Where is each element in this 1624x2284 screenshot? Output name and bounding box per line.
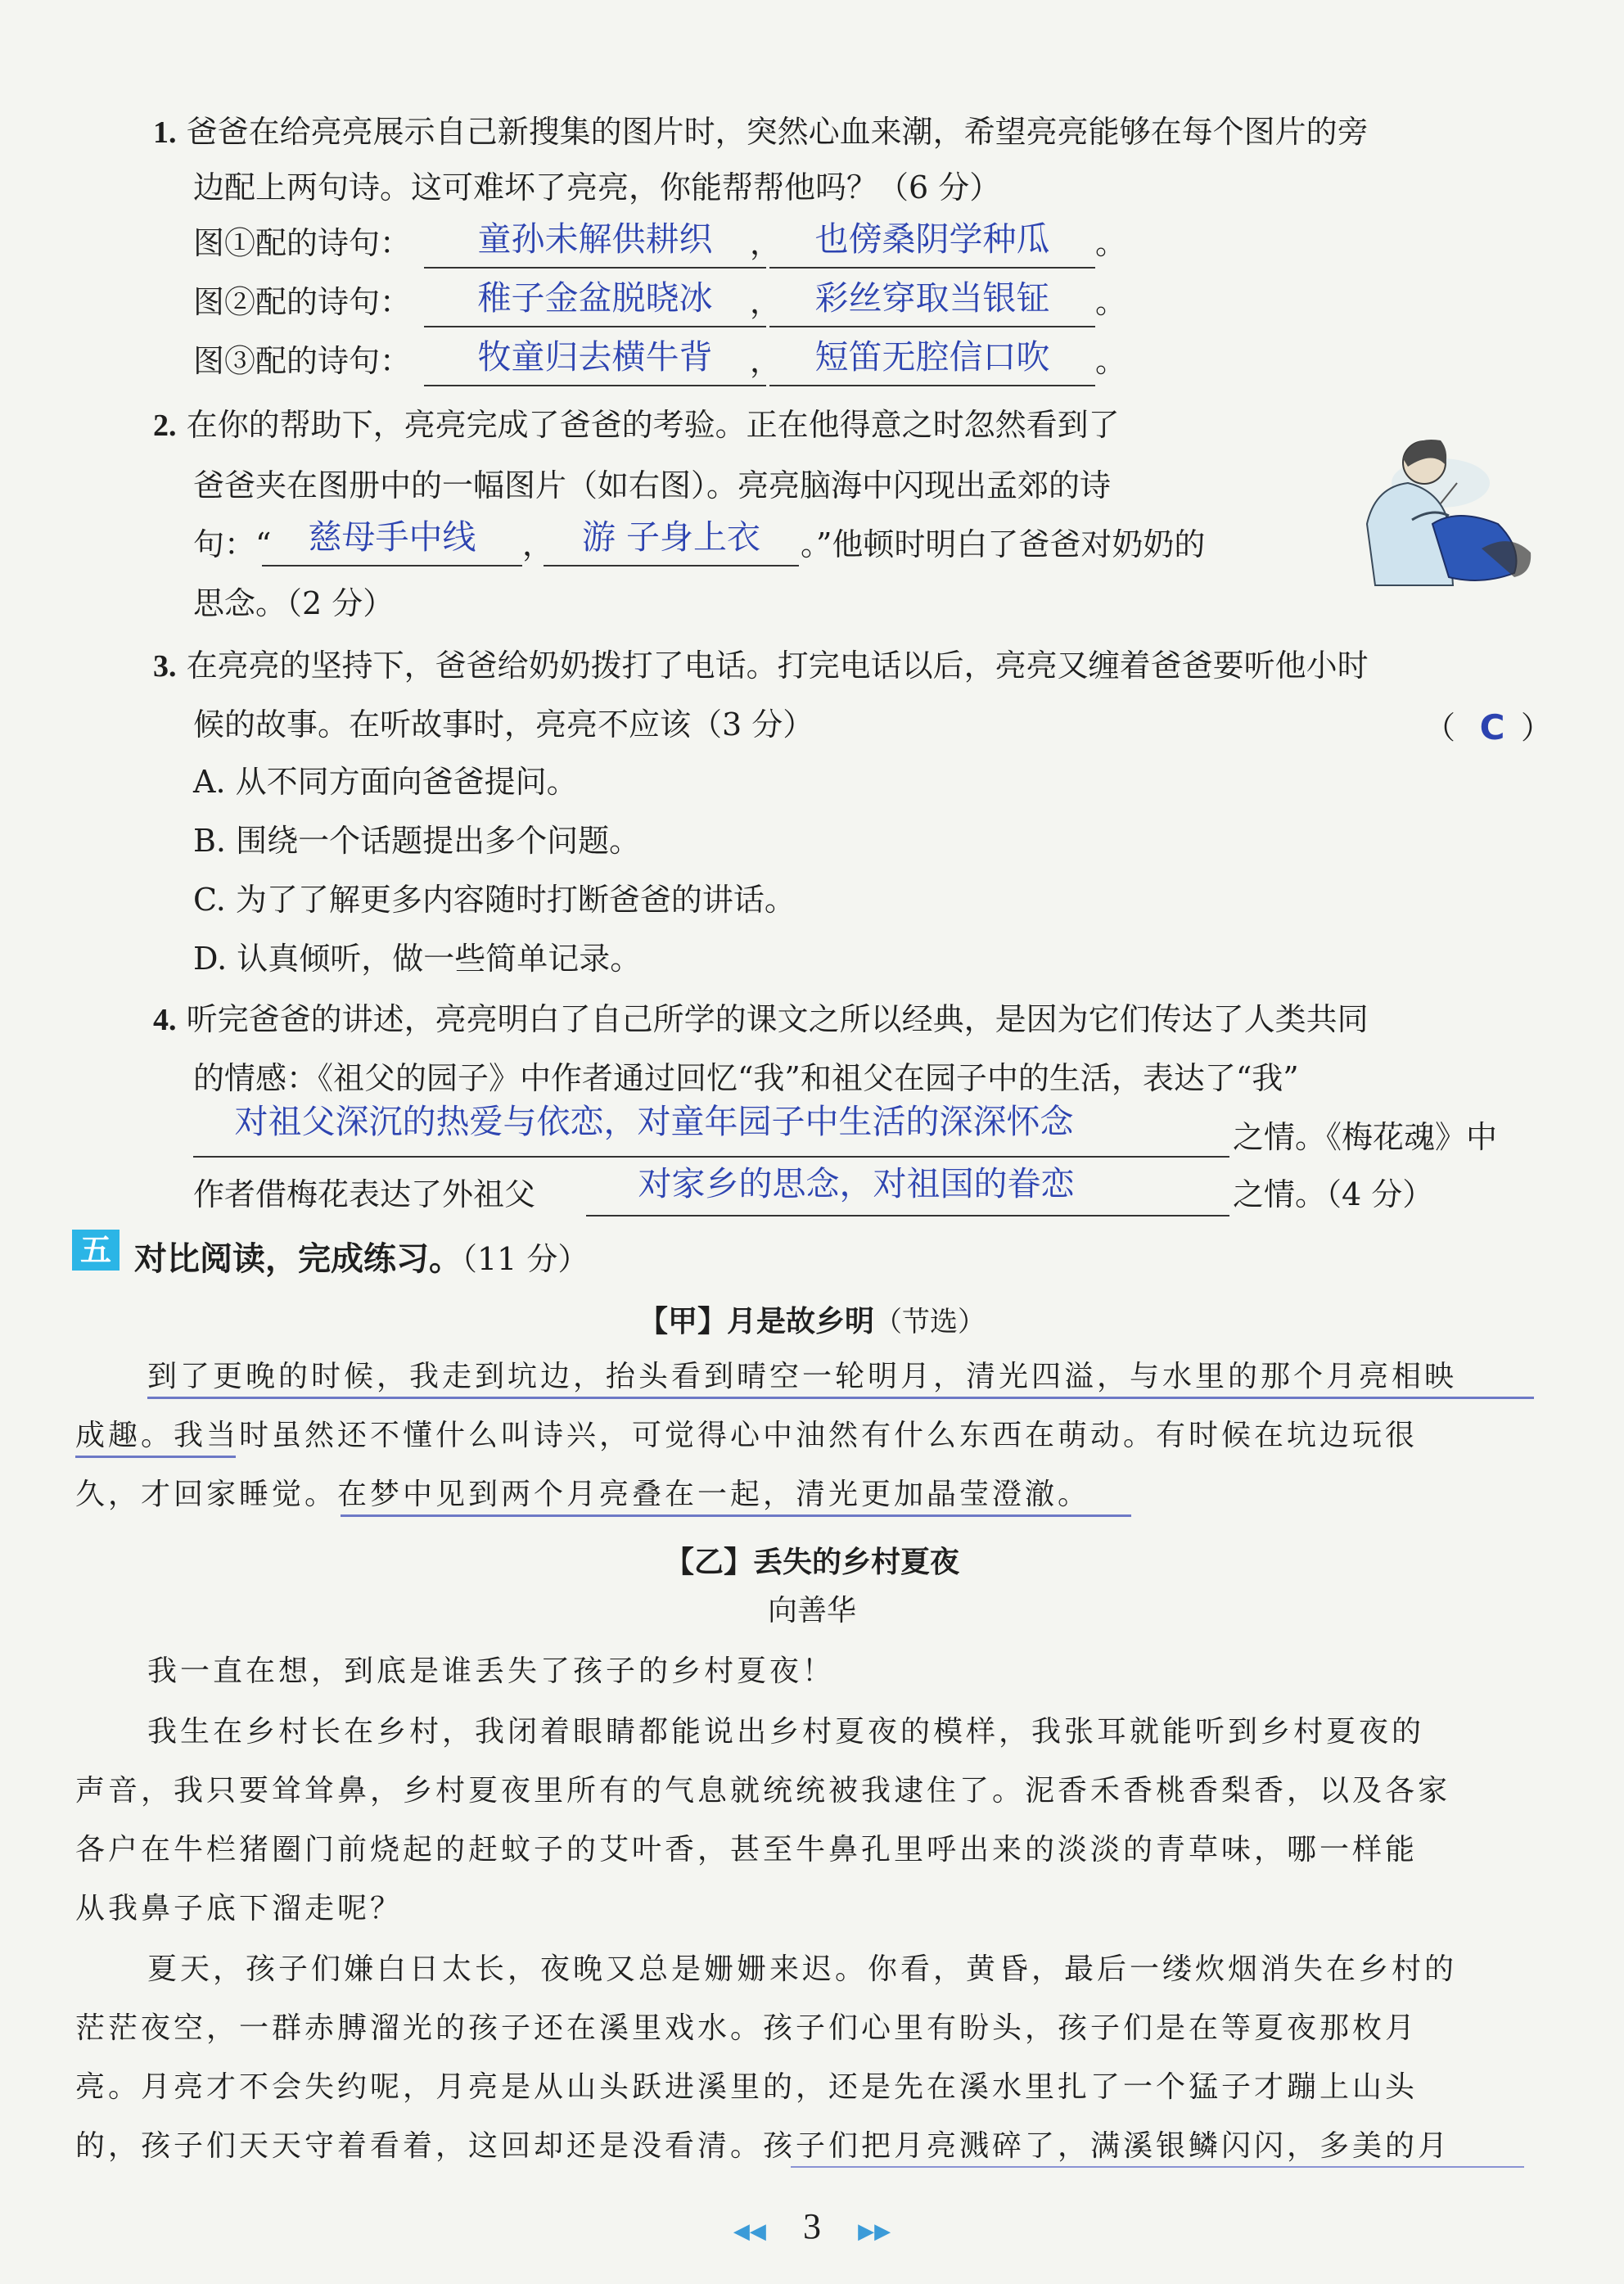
jia-underline2 — [75, 1456, 236, 1458]
q2-blank-b — [544, 565, 799, 566]
section-title: 对比阅读，完成练习。 — [134, 1240, 462, 1278]
q3-paren-left: （ — [1424, 710, 1456, 746]
yi-para-line1: 我一直在想，到底是谁丢失了孩子的乡村夏夜！ — [147, 1654, 836, 1688]
page-number: 3 — [803, 2206, 821, 2246]
page-footer — [0, 2205, 1624, 2247]
q3-number: 3. — [153, 649, 177, 684]
yi-para-line5: 从我鼻子底下溜走呢？ — [75, 1892, 404, 1925]
q4-line4-head: 作者借梅花表达了外祖父 — [193, 1176, 536, 1212]
q2-text1: 在你的帮助下，亮亮完成了爸爸的考验。正在他得意之时忽然看到了 — [186, 407, 1120, 443]
section-badge: 五 — [72, 1230, 120, 1271]
q4-line1 — [153, 1001, 1369, 1037]
q1-number: 1. — [153, 115, 177, 150]
q4-text1: 听完爸爸的讲述，亮亮明白了自己所学的课文之所以经典，是因为它们传达了人类共同 — [186, 1001, 1369, 1037]
q3-option-b: B. 围绕一个话题提出多个问题。 — [193, 823, 641, 859]
q2-answer-a: 慈母手中线 — [308, 517, 476, 557]
q1-line2: 边配上两句诗。这可难坏了亮亮，你能帮帮他吗？（6 分） — [193, 169, 1001, 205]
q3-line1 — [153, 650, 1369, 682]
q2-answer-b: 游 子身上衣 — [581, 517, 761, 557]
q4-blank-b — [586, 1215, 1229, 1216]
section-score: （11 分） — [462, 1241, 589, 1277]
yi-para-line9: 的，孩子们天天守着看着，这回却还是没看清。孩子们把月亮溅碎了，满溪银鳞闪闪，多美的月 — [75, 2129, 1451, 2163]
q3-line2: 候的故事。在听故事时，亮亮不应该（3 分） — [193, 706, 814, 743]
jia-title-row — [0, 1298, 1624, 1340]
q2-number: 2. — [153, 409, 177, 443]
yi-para-line6: 夏天，孩子们嫌白日太长，夜晚又总是姗姗来迟。你看，黄昏，最后一缕炊烟消失在乡村的 — [147, 1952, 1458, 1986]
q3-option-c: C. 为了了解更多内容随时打断爸爸的讲话。 — [193, 882, 796, 918]
q1-row2-blank-b — [769, 326, 1095, 327]
yi-para-line8: 亮。月亮才不会失约呢，月亮是从山头跃进溪里的，还是先在溪水里扎了一个猛子才蹦上山头 — [75, 2070, 1419, 2104]
next-arrows-icon: ▶▶ — [858, 2219, 891, 2244]
q3-text1: 在亮亮的坚持下，爸爸给奶奶拨打了电话。打完电话以后，亮亮又缠着爸爸要听他小时 — [186, 648, 1369, 684]
period: 。 — [1095, 284, 1127, 320]
q1-row1-answer-a: 童孙未解供耕织 — [477, 219, 713, 259]
q3-paren-right: ） — [1521, 710, 1553, 746]
q3-option-a: A. 从不同方面向爸爸提问。 — [193, 764, 578, 800]
q1-row2-answer-b: 彩丝穿取当银钲 — [814, 278, 1050, 318]
q2-line1 — [153, 409, 1120, 441]
q1-row2-answer-a: 稚子金盆脱晓冰 — [477, 278, 713, 318]
q2-line4: 思念。（2 分） — [193, 585, 395, 621]
q1-row1-blank-b — [769, 267, 1095, 269]
q2-line3c: 。”他顿时明白了爸爸对奶奶的 — [801, 526, 1206, 562]
q4-number: 4. — [153, 1003, 177, 1037]
q1-row1-blank-a — [424, 267, 766, 269]
q4-line4-tail: 之情。（4 分） — [1233, 1176, 1434, 1212]
section-title-row — [134, 1233, 589, 1280]
yi-author: 向善华 — [767, 1594, 856, 1627]
yi-para-line4: 各户在牛栏猪圈门前烧起的赶蚊子的艾叶香，甚至牛鼻孔里呼出来的淡淡的青草味，哪一样能 — [75, 1833, 1419, 1866]
q2-line3a: 句：“ — [193, 526, 272, 562]
q2-line2: 爸爸夹在图册中的一幅图片（如右图）。亮亮脑海中闪现出孟郊的诗 — [193, 467, 1112, 503]
jia-underline3 — [341, 1514, 1131, 1517]
comma: ， — [750, 284, 782, 320]
q3-answer: C — [1479, 707, 1505, 747]
jia-subtitle: （节选） — [874, 1306, 986, 1338]
period: 。 — [1095, 343, 1127, 379]
q1-row3-label: 图③配的诗句： — [193, 343, 412, 379]
jia-underline1 — [147, 1397, 1534, 1399]
q1-row1-answer-b: 也傍桑阴学种瓜 — [814, 219, 1050, 259]
q4-answer-a: 对祖父深沉的热爱与依恋，对童年园子中生活的深深怀念 — [234, 1102, 1074, 1141]
yi-para-line2: 我生在乡村长在乡村，我闭着眼睛都能说出乡村夏夜的模样，我张耳就能听到乡村夏夜的 — [147, 1715, 1425, 1749]
q4-blank-a — [193, 1156, 1229, 1158]
q4-answer-b: 对家乡的思念，对祖国的眷恋 — [638, 1164, 1075, 1203]
comma: ， — [750, 343, 782, 379]
q2-blank-a — [262, 565, 522, 566]
q1-row2-blank-a — [424, 326, 766, 327]
comma: ， — [522, 526, 554, 562]
prev-arrows-icon: ◀◀ — [733, 2219, 766, 2244]
q1-row3-answer-b: 短笛无腔信口吹 — [814, 337, 1050, 377]
q1-row3-blank-a — [424, 385, 766, 386]
jia-title: 【甲】月是故乡明 — [638, 1305, 874, 1338]
jia-para-line1: 到了更晚的时候，我走到坑边，抬头看到晴空一轮明月，清光四溢，与水里的那个月亮相映 — [147, 1360, 1458, 1393]
yi-para-line7: 茫茫夜空，一群赤膊溜光的孩子还在溪里戏水。孩子们心里有盼头，孩子们是在等夏夜那枚月 — [75, 2011, 1419, 2045]
q1-row3-answer-a: 牧童归去横牛背 — [477, 337, 713, 377]
q4-line3-tail: 之情。《梅花魂》中 — [1233, 1119, 1498, 1155]
period: 。 — [1095, 225, 1127, 261]
jia-para-line3: 久，才回家睡觉。在梦中见到两个月亮叠在一起，清光更加晶莹澄澈。 — [75, 1478, 1091, 1511]
yi-title: 【乙】丢失的乡村夏夜 — [664, 1546, 959, 1579]
q1-row1-label: 图①配的诗句： — [193, 225, 412, 261]
q1-row3-blank-b — [769, 385, 1095, 386]
comma: ， — [750, 225, 782, 261]
jia-para-line2: 成趣。我当时虽然还不懂什么叫诗兴，可觉得心中油然有什么东西在萌动。有时候在坑边玩很 — [75, 1419, 1419, 1452]
q4-line2: 的情感：《祖父的园子》中作者通过回忆“我”和祖父在园子中的生活，表达了“我” — [193, 1060, 1299, 1096]
mother-sewing-illustration — [1318, 426, 1539, 589]
q3-option-d: D. 认真倾听，做一些简单记录。 — [193, 941, 642, 977]
yi-underline — [791, 2166, 1524, 2168]
q1-line1 — [153, 116, 1369, 148]
q1-row2-label: 图②配的诗句： — [193, 284, 412, 320]
yi-para-line3: 声音，我只要耸耸鼻，乡村夏夜里所有的气息就统统被我逮住了。泥香禾香桃香梨香，以及各家 — [75, 1774, 1451, 1808]
q1-text1: 爸爸在给亮亮展示自己新搜集的图片时，突然心血来潮，希望亮亮能够在每个图片的旁 — [186, 114, 1369, 150]
